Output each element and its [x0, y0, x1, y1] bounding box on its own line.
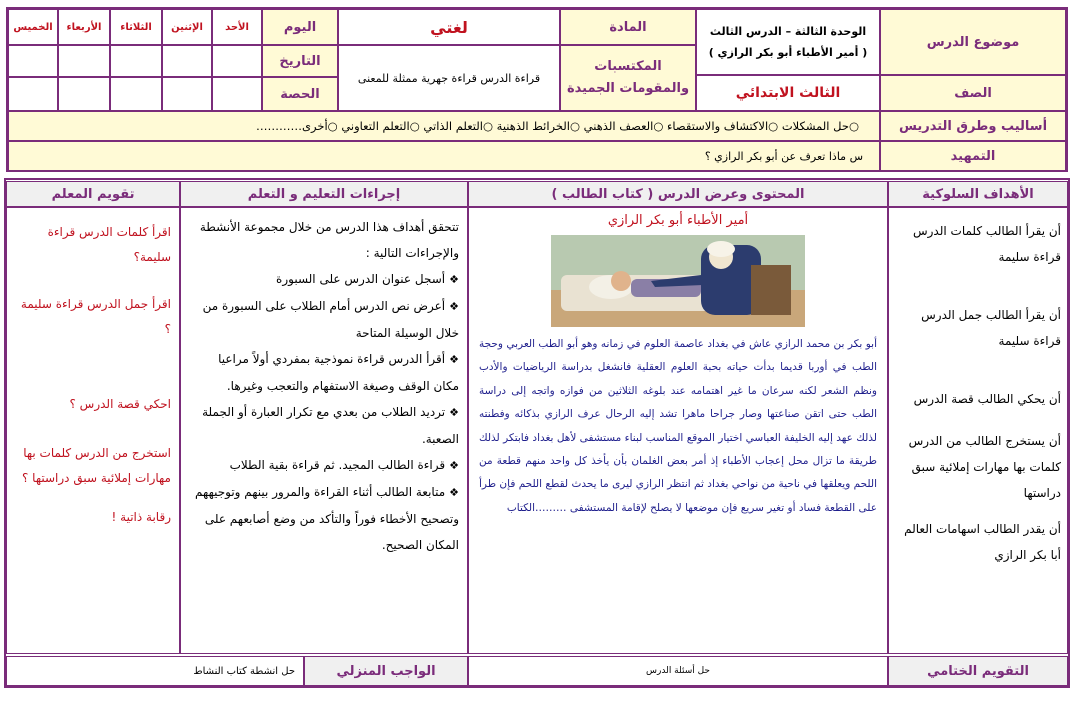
- evaluation-column: [6, 207, 180, 654]
- procedures-header: إجراءات التعليم و التعلم: [180, 181, 468, 207]
- procedures-intro: تتحقق أهداف هذا الدرس من خلال مجموعة الأنشطة والإجراءات التالية :: [199, 220, 459, 260]
- skills-value-cell: [338, 45, 560, 111]
- day-wed: الأربعاء: [58, 9, 110, 45]
- date-label: التاريخ: [279, 53, 321, 69]
- procedure-item: ❖أعرض نص الدرس أمام الطلاب على السبورة من خلال الوسيلة المتاحة: [202, 299, 459, 340]
- topic-value-cell: [696, 9, 880, 75]
- period-cell: [110, 77, 162, 111]
- final-eval-label-cell: [888, 656, 1068, 686]
- final-eval-value-cell: [468, 656, 888, 686]
- objectives-column: [888, 207, 1068, 654]
- skills-label-cell: [560, 45, 696, 111]
- procedure-item: ❖ترديد الطلاب من بعدي مع تكرار العبارة أو الجملة الصعبة.: [202, 405, 459, 446]
- bullet-icon: ❖: [449, 300, 459, 313]
- date-cell: [212, 45, 262, 77]
- period-label: الحصة: [280, 86, 320, 102]
- topic-label: موضوع الدرس: [926, 34, 1020, 50]
- subject-label: المادة: [609, 19, 647, 35]
- evaluation-item-4: استخرج من الدرس كلمات بها مهارات إملائية سبق دراستها ؟: [21, 446, 171, 485]
- content-header: المحتوى وعرض الدرس ( كتاب الطالب ): [468, 181, 888, 207]
- grade-label: الصف: [954, 85, 992, 101]
- homework-label-cell: [304, 656, 468, 686]
- objectives-header: الأهداف السلوكية: [888, 181, 1068, 207]
- day-thu: الخميس: [8, 9, 58, 45]
- day-mon: الإثنين: [162, 9, 212, 45]
- subject-value-cell: [338, 9, 560, 45]
- grade-value-cell: [696, 75, 880, 111]
- period-cell: [8, 77, 58, 111]
- subject-value: لغتي: [430, 17, 468, 37]
- evaluation-item-5: رقابة ذاتية !: [111, 510, 171, 524]
- topic-label-cell: [880, 9, 1066, 75]
- objective-4: أن يستخرج الطالب من الدرس كلمات بها مهارات إملائية سبق دراستها: [908, 434, 1061, 500]
- evaluation-header: تقويم المعلم: [6, 181, 180, 207]
- evaluation-item-2: اقرأ جمل الدرس قراءة سليمة ؟: [20, 297, 171, 336]
- content-column: [468, 207, 888, 654]
- intro-label: التمهيد: [950, 148, 996, 164]
- day-label-cell: [262, 9, 338, 45]
- grade-label-cell: [880, 75, 1066, 111]
- story-title-wrap: [479, 214, 877, 227]
- homework-label: الواجب المنزلي: [336, 663, 436, 679]
- procedure-item: ❖متابعة الطالب أثناء القراءة والمرور بينهم وتوجيههم وتصحيح الأخطاء فوراً والتأكد من وضع أصابعهم على المكان الصحيح.: [195, 485, 459, 552]
- grade-value: الثالث الابتدائي: [735, 85, 841, 101]
- story-title: أمير الأطباء أبو بكر الرازي: [607, 213, 749, 228]
- objective-2: أن يقرأ الطالب جمل الدرس قراءة سليمة: [921, 308, 1061, 348]
- homework-value: حل انشطة كتاب النشاط: [193, 665, 295, 677]
- story-illustration: [551, 235, 805, 327]
- objective-1: أن يقرأ الطالب كلمات الدرس قراءة سليمة: [912, 224, 1061, 264]
- final-eval-label: التقويم الختامي: [927, 663, 1029, 679]
- date-cell: [8, 45, 58, 77]
- date-label-cell: [262, 45, 338, 77]
- date-cell: [110, 45, 162, 77]
- day-sun: الأحد: [212, 9, 262, 45]
- evaluation-item-3: احكي قصة الدرس ؟: [69, 397, 171, 411]
- period-cell: [162, 77, 212, 111]
- period-cell: [58, 77, 110, 111]
- intro-value-cell: [8, 141, 880, 171]
- bullet-icon: ❖: [449, 353, 459, 366]
- subject-label-cell: [560, 9, 696, 45]
- bullet-icon: ❖: [449, 459, 459, 472]
- bullet-icon: ❖: [449, 273, 459, 286]
- skills-value: قراءة الدرس قراءة جهرية ممثلة للمعنى: [357, 71, 541, 85]
- doctor-patient-illustration: [551, 235, 805, 327]
- methods-label-cell: [880, 111, 1066, 141]
- topic-unit: الوحدة الثالثة – الدرس الثالث: [709, 25, 867, 38]
- objective-5: أن يقدر الطالب اسهامات العالم أبا بكر الرازي: [904, 522, 1061, 562]
- objective-3: أن يحكي الطالب قصة الدرس: [913, 392, 1061, 406]
- procedure-item: ❖أسجل عنوان الدرس على السبورة: [276, 272, 459, 286]
- day-label: اليوم: [283, 19, 317, 35]
- homework-value-cell: [6, 656, 304, 686]
- procedures-list: [189, 266, 459, 558]
- skills-label: المكتسبات والمقومات الجميدة: [566, 59, 690, 96]
- methods-value: ○حل المشكلات ○الاكتشاف والاستقصاء ○العصف الذهني ○الخرائط الذهنية ○التعلم الذاتي ○التعلم التعاوني ○أخرى…………: [255, 119, 859, 133]
- intro-label-cell: [880, 141, 1066, 171]
- final-eval-value: حل أسئلة الدرس: [646, 666, 710, 676]
- intro-value: س ماذا تعرف عن أبو بكر الرازي ؟: [704, 149, 863, 163]
- date-cell: [162, 45, 212, 77]
- period-label-cell: [262, 77, 338, 111]
- methods-label: أساليب وطرق التدريس: [898, 118, 1048, 134]
- methods-value-cell: [8, 111, 880, 141]
- procedure-item: ❖أقرأ الدرس قراءة نموذجية بمفردي أولاً مراعيا مكان الوقف وصيغة الاستفهام والتعجب وغيرها.: [218, 352, 459, 393]
- period-cell: [212, 77, 262, 111]
- bullet-icon: ❖: [449, 486, 459, 499]
- bullet-icon: ❖: [449, 406, 459, 419]
- story-paragraph: أبو بكر بن محمد الرازي عاش في بغداد عاصمة العلوم في زمانه وهو أبو الطب العربي وحجة الطب في أوربا قديما بدأت حياته بحبة العلوم العقلية فانشغل بدراسة الرياضيات والأدب ونظم الشعر لكنه سرعان ما غير اهتمامه عند بلوغه الثلاثين من فوازه واتجه إلى دراسة الطب حتى اتقن صناعتها وصار جراحا ماهرا تشد إليه الرحال عرف الرازي بذكائه وفطنته لذلك عهد إليه الخليفة العباسي اختيار الموقع المناسب لبناء مستشفى لأهل بغداد فابتكر لذلك طريقة ما تزال محل إعجاب الأطباء إذ أمر بعض الغلمان بأن يأخذ كل واحد منهم قطعة من اللحم ويعلقها في ناحية من نواحي بغداد ثم انتظر الرازي ليرى ما يحدث لقطع اللحم فإن طرأ على القطعة فساد أو تغير سريع فإن موضعها لا يصلح لإقامة المستشفى ………الكتاب: [479, 338, 877, 514]
- topic-lesson: ( أمير الأطباء أبو بكر الرازي ): [708, 46, 868, 59]
- date-cell: [58, 45, 110, 77]
- evaluation-item-1: اقرأ كلمات الدرس قراءة سليمة؟: [47, 225, 171, 264]
- procedure-item: ❖قراءة الطالب المجيد. ثم قراءة بقية الطلاب: [229, 458, 459, 472]
- procedures-column: [180, 207, 468, 654]
- day-tue: الثلاثاء: [110, 9, 162, 45]
